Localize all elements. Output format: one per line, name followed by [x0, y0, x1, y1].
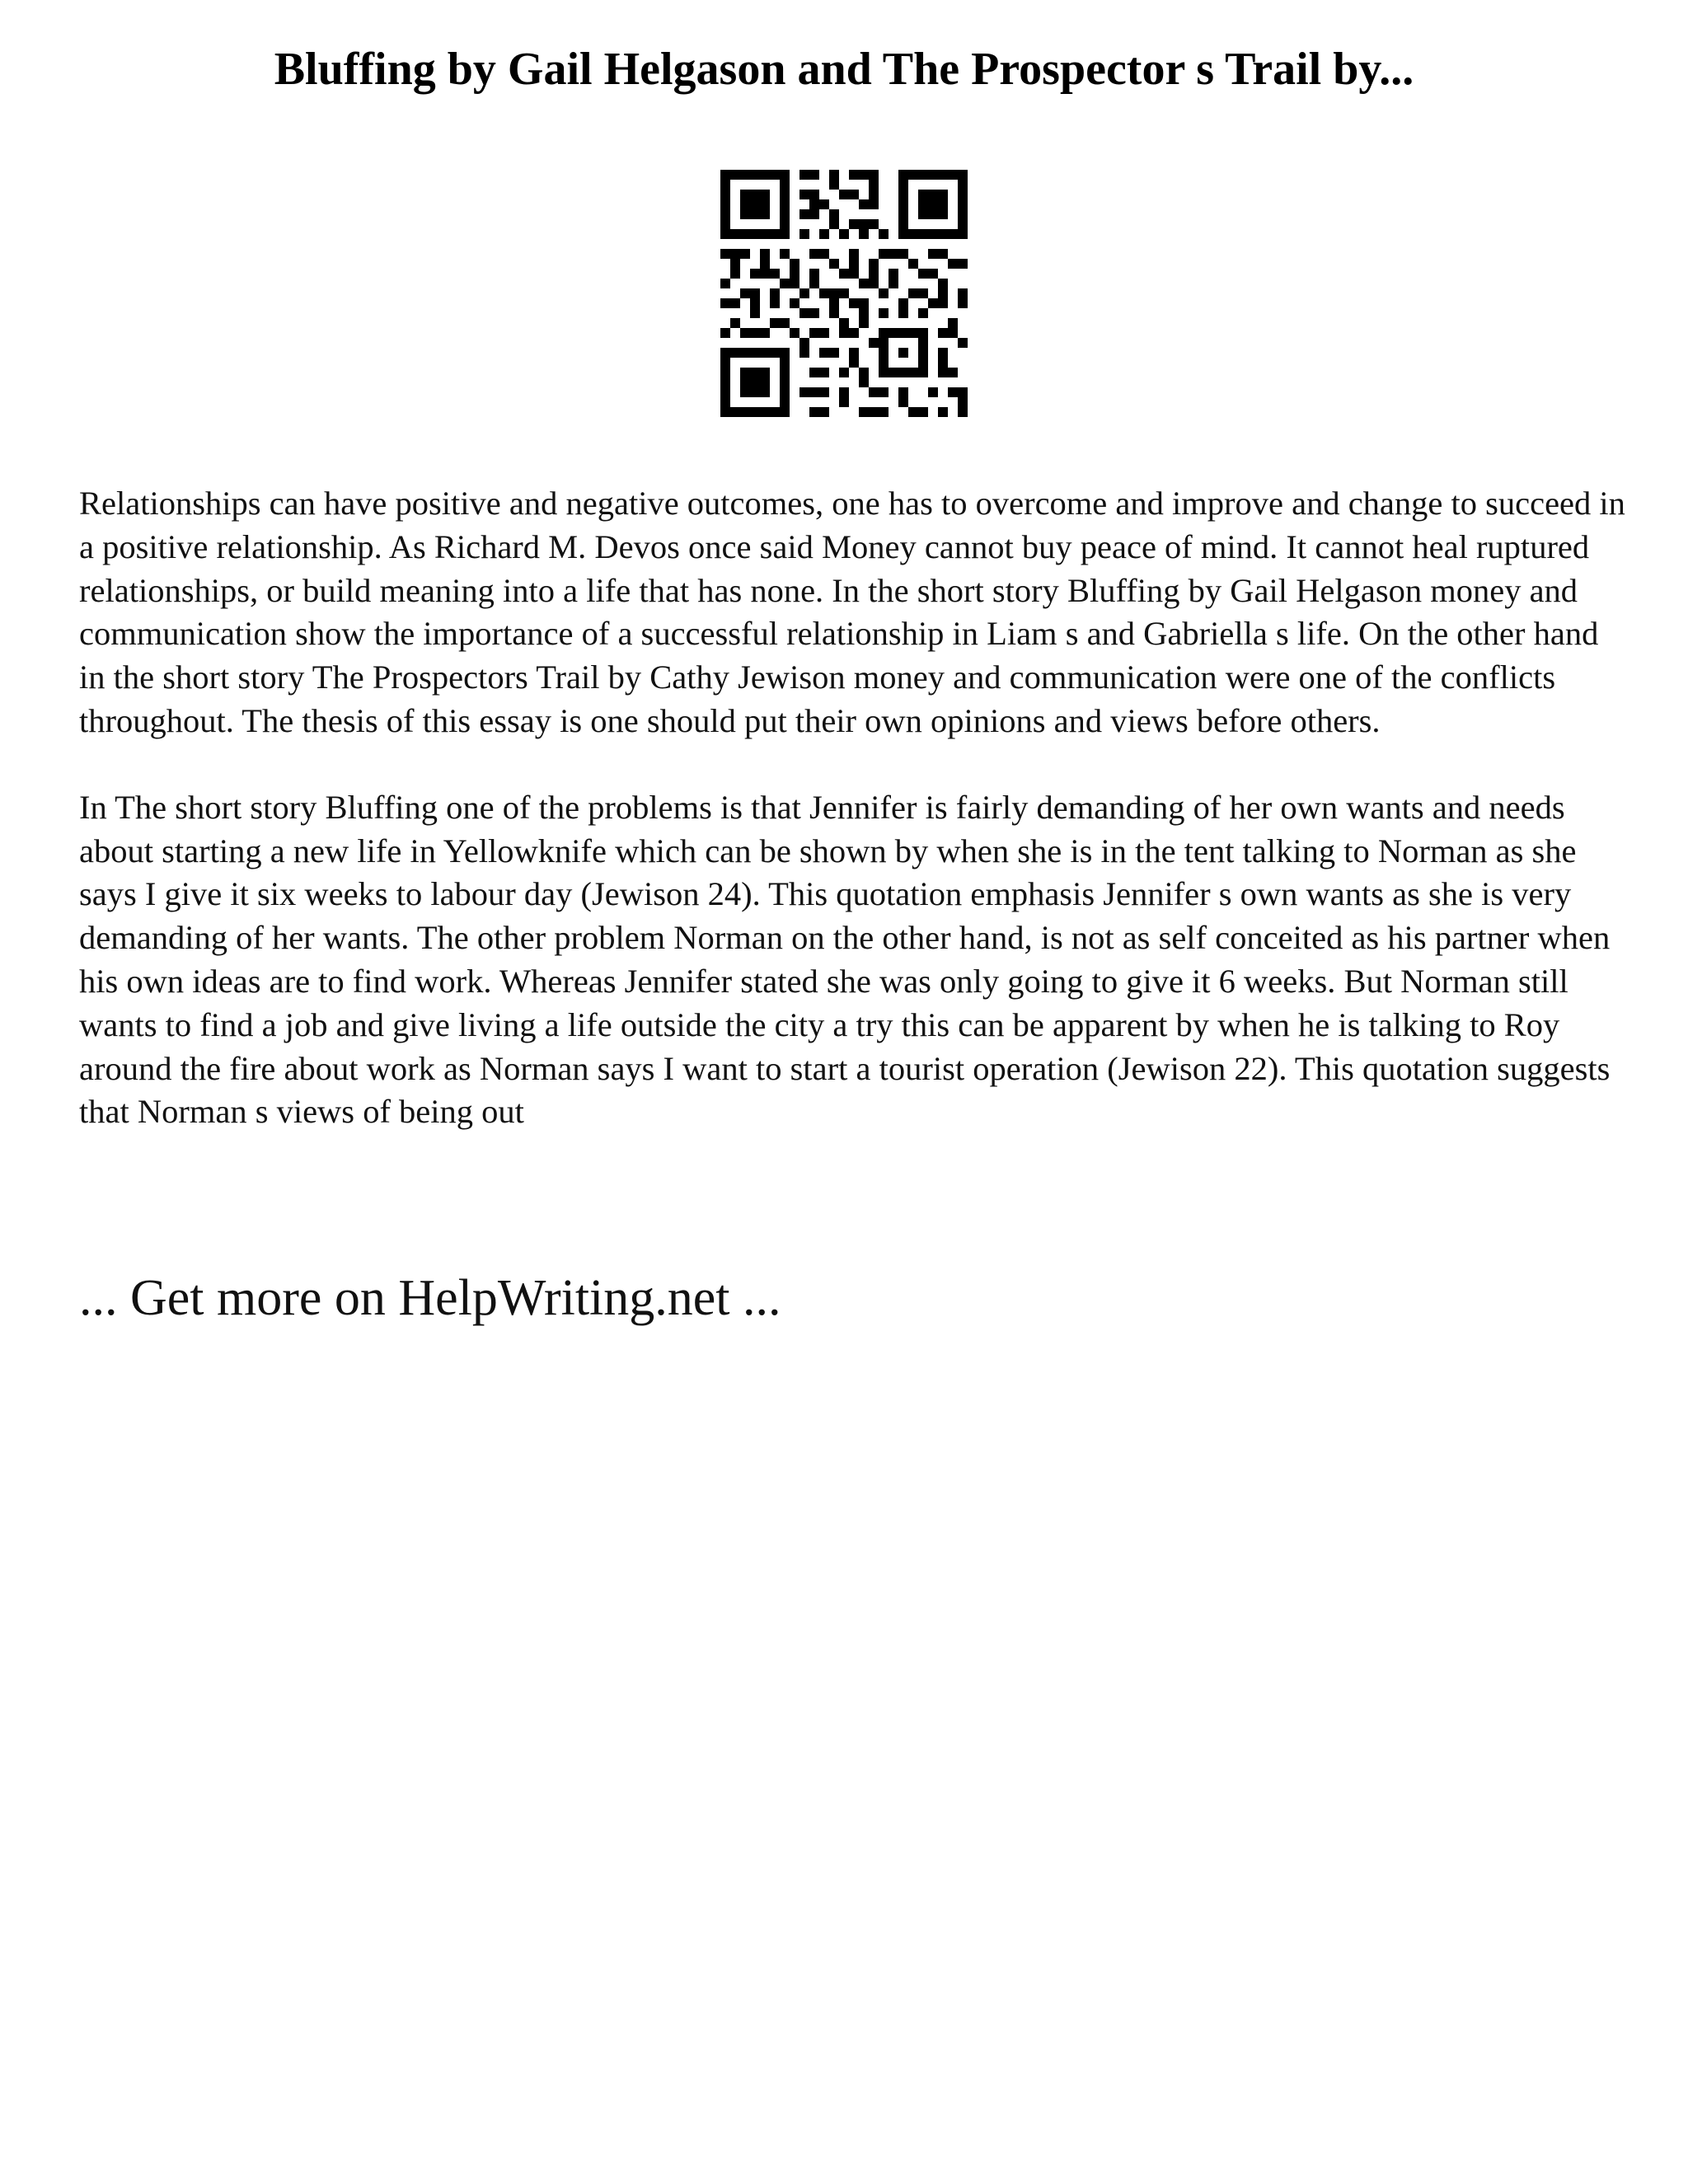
essay-paragraph: Relationships can have positive and negative outcomes, one has to overcome and improve and change to succeed in a positive relationship. As Richard M. Devos once said Money cannot buy peace of mind. It cannot heal ruptured relationships, or build meaning into a life that has none. In the short story Bluffing by Gail Helgason money and communication show the importance of a successful relationship in Liam s and Gabriella s life. On the other hand in the short story The Prospectors Trail by Cathy Jewison money and communication were one of the conflicts throughout. The thesis of this essay is one should put their own opinions and views before others.: [79, 485, 1625, 739]
qr-code-icon: [720, 170, 968, 417]
essay-body: [79, 482, 1629, 1177]
get-more-link[interactable]: ... Get more on HelpWriting.net ...: [79, 1270, 781, 1326]
page-title: Bluffing by Gail Helgason and The Prospector s Trail by...: [274, 44, 1414, 95]
essay-paragraph: In The short story Bluffing one of the problems is that Jennifer is fairly demanding of her own wants and needs about starting a new life in Yellowknife which can be shown by when she is in the tent talking to Norman as she says I give it six weeks to labour day (Jewison 24). This quotation emphasis Jennifer s own wants as she is very demanding of her wants. The other problem Norman on the other hand, is not as self conceited as his partner when his own ideas are to find work. Whereas Jennifer stated she was only going to give it 6 weeks. But Norman still wants to find a job and give living a life outside the city a try this can be apparent by when he is talking to Roy around the fire about work as Norman says I want to start a tourist operation (Jewison 22). This quotation suggests that Norman s views of being out: [79, 788, 1611, 1131]
